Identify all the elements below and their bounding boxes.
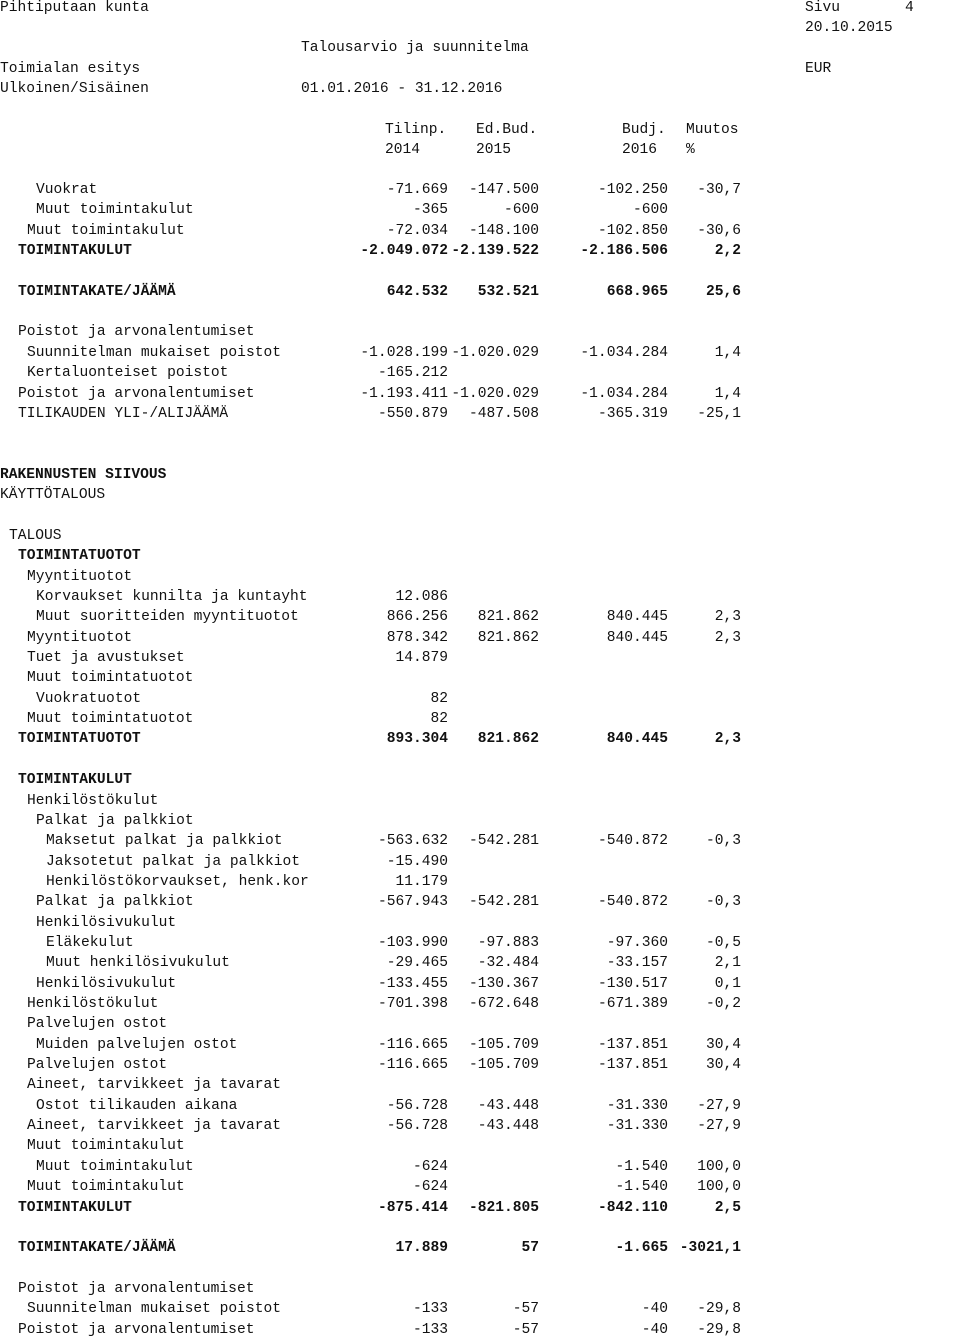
value-edbud-2015: -130.367	[468, 976, 539, 992]
value-tilinp-2014: -875.414	[377, 1200, 448, 1216]
value-budj-2016: -540.872	[597, 894, 668, 910]
table-row	[0, 689, 960, 709]
table-row	[0, 628, 960, 648]
table-row	[0, 648, 960, 668]
report-title: Talousarvio ja suunnitelma	[301, 40, 529, 56]
table-row	[0, 384, 960, 404]
row-label: Henkilöstökorvaukset, henk.kor	[46, 874, 309, 890]
row-label: Poistot ja arvonalentumiset	[18, 324, 255, 340]
table-row	[0, 567, 960, 587]
value-edbud-2015: -1.020.029	[451, 345, 539, 361]
value-edbud-2015: 821.862	[477, 630, 539, 646]
table-row	[0, 933, 960, 953]
table-row	[0, 1299, 960, 1319]
row-label: Muiden palvelujen ostot	[36, 1037, 238, 1053]
col-header-percent: %	[686, 142, 695, 158]
table-row	[0, 1157, 960, 1177]
value-tilinp-2014: -56.728	[386, 1118, 448, 1134]
row-label: Henkilöstökulut	[27, 996, 159, 1012]
value-budj-2016: -600	[632, 202, 668, 218]
row-label: Aineet, tarvikkeet ja tavarat	[27, 1118, 281, 1134]
value-edbud-2015: -57	[512, 1322, 539, 1338]
value-edbud-2015: 57	[521, 1240, 539, 1256]
value-tilinp-2014: -624	[412, 1159, 448, 1175]
table-row	[0, 668, 960, 688]
table-row	[0, 709, 960, 729]
table-row	[0, 770, 960, 790]
row-label: Palvelujen ostot	[27, 1057, 168, 1073]
value-budj-2016: -102.250	[597, 182, 668, 198]
table-row	[0, 282, 960, 302]
row-label: Muut toimintakulut	[36, 202, 194, 218]
value-budj-2016: -137.851	[597, 1037, 668, 1053]
table-row	[0, 1198, 960, 1218]
value-tilinp-2014: -71.669	[386, 182, 448, 198]
value-budj-2016: -842.110	[597, 1200, 668, 1216]
value-edbud-2015: -147.500	[468, 182, 539, 198]
value-muutos-percent: 2,3	[714, 630, 741, 646]
value-budj-2016: -365.319	[597, 406, 668, 422]
blank-row	[0, 261, 960, 281]
blank-row	[0, 445, 960, 465]
row-label: Muut henkilösivukulut	[46, 955, 230, 971]
value-budj-2016: -1.540	[615, 1179, 668, 1195]
value-budj-2016: -102.850	[597, 223, 668, 239]
table-row	[0, 363, 960, 383]
table-row	[0, 892, 960, 912]
row-label: TILIKAUDEN YLI-/ALIJÄÄMÄ	[18, 406, 229, 422]
value-tilinp-2014: -165.212	[377, 365, 448, 381]
value-edbud-2015: -2.139.522	[451, 243, 539, 259]
table-row	[0, 1055, 960, 1075]
table-row	[0, 974, 960, 994]
value-muutos-percent: -29,8	[697, 1322, 741, 1338]
value-tilinp-2014: -72.034	[386, 223, 448, 239]
row-label: Poistot ja arvonalentumiset	[18, 1281, 255, 1297]
scope: Ulkoinen/Sisäinen	[0, 81, 149, 97]
value-muutos-percent: 1,4	[714, 386, 741, 402]
row-label: Muut toimintakulut	[27, 223, 185, 239]
value-budj-2016: -1.540	[615, 1159, 668, 1175]
value-budj-2016: -1.034.284	[580, 386, 668, 402]
row-label: Maksetut palkat ja palkkiot	[46, 833, 283, 849]
row-label: Poistot ja arvonalentumiset	[18, 1322, 255, 1338]
row-label: Henkilösivukulut	[36, 976, 177, 992]
table-row	[0, 852, 960, 872]
row-label: TOIMINTATUOTOT	[18, 731, 141, 747]
value-tilinp-2014: 11.179	[395, 874, 448, 890]
value-muutos-percent: -25,1	[697, 406, 741, 422]
value-muutos-percent: -29,8	[697, 1301, 741, 1317]
table-row	[0, 994, 960, 1014]
blank-row	[0, 1259, 960, 1279]
value-tilinp-2014: -133.455	[377, 976, 448, 992]
currency: EUR	[805, 61, 832, 77]
value-muutos-percent: -0,5	[705, 935, 741, 951]
row-label: Myyntituotot	[27, 630, 133, 646]
col-header-muutos: Muutos	[686, 122, 739, 138]
value-budj-2016: 840.445	[606, 609, 668, 625]
value-budj-2016: -31.330	[606, 1098, 668, 1114]
table-row	[0, 221, 960, 241]
value-edbud-2015: -43.448	[477, 1098, 539, 1114]
table-row	[0, 1177, 960, 1197]
value-tilinp-2014: -701.398	[377, 996, 448, 1012]
table-row	[0, 729, 960, 749]
row-label: TOIMINTAKATE/JÄÄMÄ	[18, 284, 176, 300]
table-row	[0, 1238, 960, 1258]
row-label: Muut suoritteiden myyntituotot	[36, 609, 299, 625]
value-muutos-percent: 100,0	[697, 1179, 741, 1195]
value-edbud-2015: -97.883	[477, 935, 539, 951]
value-muutos-percent: 25,6	[705, 284, 741, 300]
row-label: Suunnitelman mukaiset poistot	[27, 345, 281, 361]
value-tilinp-2014: 14.879	[395, 650, 448, 666]
value-edbud-2015: -672.648	[468, 996, 539, 1012]
value-tilinp-2014: -29.465	[386, 955, 448, 971]
row-label: Muut toimintakulut	[27, 1138, 185, 1154]
value-tilinp-2014: -1.028.199	[360, 345, 448, 361]
table-row	[0, 485, 960, 505]
row-label: Palkat ja palkkiot	[36, 894, 194, 910]
blank-row	[0, 424, 960, 444]
blank-row	[0, 1218, 960, 1238]
value-budj-2016: -1.665	[615, 1240, 668, 1256]
table-row	[0, 831, 960, 851]
value-tilinp-2014: 12.086	[395, 589, 448, 605]
value-tilinp-2014: -567.943	[377, 894, 448, 910]
value-edbud-2015: -542.281	[468, 833, 539, 849]
table-row	[0, 322, 960, 342]
value-budj-2016: -40	[641, 1322, 668, 1338]
table-row	[0, 241, 960, 261]
organization-name: Pihtiputaan kunta	[0, 0, 149, 16]
value-budj-2016: 668.965	[606, 284, 668, 300]
value-edbud-2015: 821.862	[477, 731, 539, 747]
table-row	[0, 1096, 960, 1116]
blank-row	[0, 506, 960, 526]
value-muutos-percent: -27,9	[697, 1118, 741, 1134]
value-tilinp-2014: 878.342	[386, 630, 448, 646]
col-header-year-2015: 2015	[476, 142, 512, 158]
blank-row	[0, 750, 960, 770]
value-muutos-percent: 30,4	[705, 1057, 741, 1073]
value-muutos-percent: -0,2	[705, 996, 741, 1012]
table-row	[0, 1075, 960, 1095]
row-label: Henkilöstökulut	[27, 793, 159, 809]
value-muutos-percent: 0,1	[714, 976, 741, 992]
value-budj-2016: -540.872	[597, 833, 668, 849]
value-tilinp-2014: -550.879	[377, 406, 448, 422]
table-row	[0, 587, 960, 607]
value-edbud-2015: -57	[512, 1301, 539, 1317]
value-tilinp-2014: -103.990	[377, 935, 448, 951]
row-label: RAKENNUSTEN SIIVOUS	[0, 467, 167, 483]
value-tilinp-2014: -2.049.072	[360, 243, 448, 259]
table-row	[0, 404, 960, 424]
value-edbud-2015: -487.508	[468, 406, 539, 422]
table-row	[0, 546, 960, 566]
page-label: Sivu	[805, 0, 841, 16]
row-label: Eläkekulut	[46, 935, 134, 951]
value-tilinp-2014: -56.728	[386, 1098, 448, 1114]
value-budj-2016: 840.445	[606, 731, 668, 747]
table-row	[0, 465, 960, 485]
value-budj-2016: -31.330	[606, 1118, 668, 1134]
row-label: Vuokrat	[36, 182, 98, 198]
table-row	[0, 1116, 960, 1136]
col-header-year-2014: 2014	[385, 142, 421, 158]
row-label: TOIMINTAKATE/JÄÄMÄ	[18, 1240, 176, 1256]
row-label: Ostot tilikauden aikana	[36, 1098, 238, 1114]
value-tilinp-2014: -563.632	[377, 833, 448, 849]
table-row	[0, 526, 960, 546]
value-muutos-percent: -0,3	[705, 833, 741, 849]
table-row	[0, 1136, 960, 1156]
value-budj-2016: 840.445	[606, 630, 668, 646]
row-label: Muut toimintakulut	[36, 1159, 194, 1175]
blank-row	[0, 302, 960, 322]
table-row	[0, 1279, 960, 1299]
value-muutos-percent: 2,3	[714, 731, 741, 747]
print-date: 20.10.2015	[805, 20, 893, 36]
value-tilinp-2014: 17.889	[395, 1240, 448, 1256]
row-label: Poistot ja arvonalentumiset	[18, 386, 255, 402]
value-muutos-percent: 2,5	[714, 1200, 741, 1216]
table-row	[0, 1035, 960, 1055]
value-tilinp-2014: -116.665	[377, 1057, 448, 1073]
value-budj-2016: -671.389	[597, 996, 668, 1012]
value-tilinp-2014: 82	[430, 711, 448, 727]
table-row	[0, 953, 960, 973]
row-label: Korvaukset kunnilta ja kuntayht	[36, 589, 308, 605]
row-label: Aineet, tarvikkeet ja tavarat	[27, 1077, 281, 1093]
row-label: Palvelujen ostot	[27, 1016, 168, 1032]
value-budj-2016: -137.851	[597, 1057, 668, 1073]
row-label: Henkilösivukulut	[36, 915, 177, 931]
value-tilinp-2014: 642.532	[386, 284, 448, 300]
row-label: Muut toimintakulut	[27, 1179, 185, 1195]
value-muutos-percent: 2,3	[714, 609, 741, 625]
row-label: TOIMINTATUOTOT	[18, 548, 141, 564]
value-edbud-2015: -43.448	[477, 1118, 539, 1134]
value-tilinp-2014: -133	[412, 1322, 448, 1338]
row-label: Vuokratuotot	[36, 691, 142, 707]
table-row	[0, 180, 960, 200]
value-edbud-2015: -542.281	[468, 894, 539, 910]
table-row	[0, 913, 960, 933]
row-label: Suunnitelman mukaiset poistot	[27, 1301, 281, 1317]
value-tilinp-2014: -15.490	[386, 854, 448, 870]
table-row	[0, 791, 960, 811]
value-edbud-2015: -600	[503, 202, 539, 218]
row-label: Kertaluonteiset poistot	[27, 365, 229, 381]
row-label: Tuet ja avustukset	[27, 650, 185, 666]
value-tilinp-2014: 82	[430, 691, 448, 707]
value-edbud-2015: 821.862	[477, 609, 539, 625]
value-edbud-2015: -1.020.029	[451, 386, 539, 402]
col-header-edbud: Ed.Bud.	[476, 122, 538, 138]
row-label: KÄYTTÖTALOUS	[0, 487, 106, 503]
value-muutos-percent: -0,3	[705, 894, 741, 910]
table-row	[0, 811, 960, 831]
row-label: Jaksotetut palkat ja palkkiot	[46, 854, 300, 870]
value-edbud-2015: -821.805	[468, 1200, 539, 1216]
value-edbud-2015: -148.100	[468, 223, 539, 239]
value-budj-2016: -40	[641, 1301, 668, 1317]
value-muutos-percent: 30,4	[705, 1037, 741, 1053]
value-budj-2016: -97.360	[606, 935, 668, 951]
value-tilinp-2014: -1.193.411	[360, 386, 448, 402]
value-muutos-percent: 2,2	[714, 243, 741, 259]
value-edbud-2015: -105.709	[468, 1037, 539, 1053]
col-header-budj: Budj.	[622, 122, 666, 138]
row-label: TOIMINTAKULUT	[18, 1200, 132, 1216]
value-tilinp-2014: -365	[412, 202, 448, 218]
value-muutos-percent: 1,4	[714, 345, 741, 361]
row-label: Myyntituotot	[27, 569, 133, 585]
value-muutos-percent: -30,6	[697, 223, 741, 239]
value-muutos-percent: -27,9	[697, 1098, 741, 1114]
row-label: TOIMINTAKULUT	[18, 772, 132, 788]
row-label: TOIMINTAKULUT	[18, 243, 132, 259]
value-budj-2016: -33.157	[606, 955, 668, 971]
value-muutos-percent: 100,0	[697, 1159, 741, 1175]
value-tilinp-2014: -624	[412, 1179, 448, 1195]
table-row	[0, 200, 960, 220]
table-row	[0, 872, 960, 892]
value-tilinp-2014: 893.304	[386, 731, 448, 747]
row-label: Muut toimintatuotot	[27, 670, 194, 686]
value-tilinp-2014: -133	[412, 1301, 448, 1317]
col-header-tilinp: Tilinp.	[385, 122, 447, 138]
table-row	[0, 607, 960, 627]
row-label: TALOUS	[9, 528, 62, 544]
value-edbud-2015: 532.521	[477, 284, 539, 300]
value-muutos-percent: -3021,1	[679, 1240, 741, 1256]
value-edbud-2015: -105.709	[468, 1057, 539, 1073]
value-budj-2016: -130.517	[597, 976, 668, 992]
row-label: Muut toimintatuotot	[27, 711, 194, 727]
value-edbud-2015: -32.484	[477, 955, 539, 971]
value-muutos-percent: -30,7	[697, 182, 741, 198]
value-muutos-percent: 2,1	[714, 955, 741, 971]
period: 01.01.2016 - 31.12.2016	[301, 81, 503, 97]
table-row	[0, 343, 960, 363]
col-header-year-2016: 2016	[622, 142, 658, 158]
value-budj-2016: -2.186.506	[580, 243, 668, 259]
value-tilinp-2014: 866.256	[386, 609, 448, 625]
row-label: Palkat ja palkkiot	[36, 813, 194, 829]
report-type: Toimialan esitys	[0, 61, 141, 77]
page-number: 4	[905, 0, 914, 16]
value-budj-2016: -1.034.284	[580, 345, 668, 361]
table-row	[0, 1320, 960, 1340]
table-row	[0, 1014, 960, 1034]
value-tilinp-2014: -116.665	[377, 1037, 448, 1053]
